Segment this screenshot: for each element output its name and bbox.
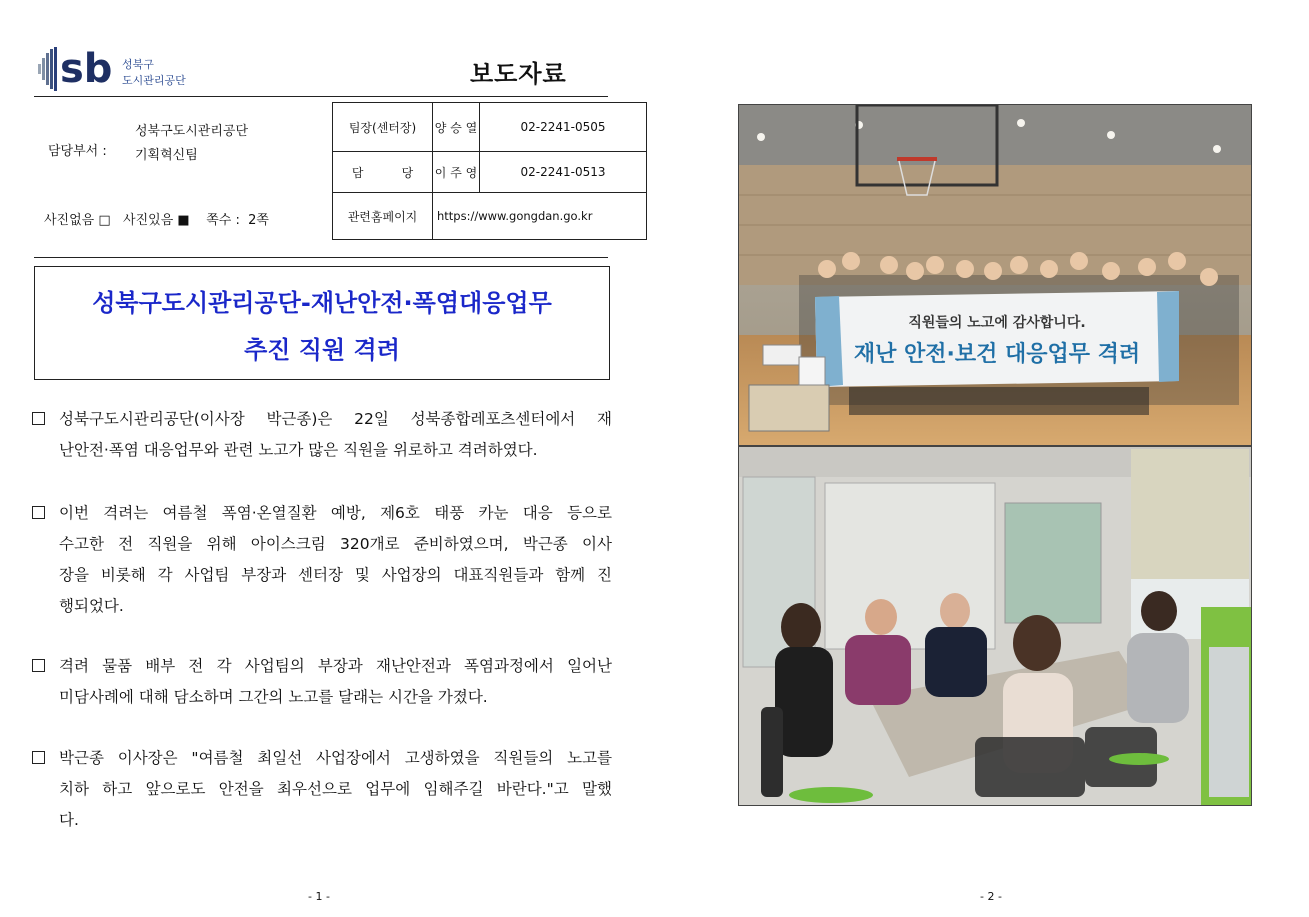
paragraph-line: 이번 격려는 여름철 폭염·온열질환 예방, 제6호 태풍 카눈 대응 등으로 — [59, 504, 612, 522]
contact-role: 담 당 — [333, 152, 433, 193]
photo-and-pages-line: 사진없음 □ 사진있음 ■ 쪽수 : 2쪽 — [44, 213, 269, 228]
paragraph-line: 격려 물품 배부 전 각 사업팀의 부장과 재난안전과 폭염과정에서 일어난 — [59, 657, 612, 675]
paragraph-line: 성북구도시관리공단(이사장 박근종)은 22일 성북종합레포츠센터에서 재 — [59, 410, 612, 428]
logo-text-line2: 도시관리공단 — [122, 74, 186, 87]
checkbox-bullet-icon — [32, 659, 45, 672]
svg-text:sb: sb — [60, 46, 113, 92]
paragraph-line: 난안전·폭염 대응업무와 관련 노고가 많은 직원을 위로하고 격려하였다. — [59, 441, 538, 459]
body-paragraph — [32, 498, 612, 622]
body-paragraph — [32, 743, 612, 836]
page-number: - 1 - — [308, 890, 330, 903]
department-name: 성북구도시관리공단 — [135, 124, 249, 139]
contact-name: 이 주 영 — [433, 152, 480, 193]
contact-row — [333, 193, 647, 240]
contact-phone: 02-2241-0513 — [480, 152, 647, 193]
logo-text-line1: 성북구 — [122, 58, 154, 71]
contact-role: 팀장(센터장) — [333, 103, 433, 152]
contact-row — [333, 152, 647, 193]
group-photo — [738, 104, 1252, 446]
body-paragraph — [32, 651, 612, 713]
banner-line1: 직원들의 노고에 감사합니다. — [908, 315, 1086, 331]
paragraph-line: 치하 하고 앞으로도 안전을 최우선으로 업무에 임해주길 바란다."고 말했 — [59, 780, 612, 798]
headline-line2: 추진 직원 격려 — [244, 336, 400, 364]
contact-name: 양 승 열 — [433, 103, 480, 152]
homepage-url[interactable]: https://www.gongdan.go.kr — [433, 193, 647, 240]
team-name: 기획혁신팀 — [135, 148, 198, 163]
checkbox-bullet-icon — [32, 751, 45, 764]
contact-phone: 02-2241-0505 — [480, 103, 647, 152]
checkbox-bullet-icon — [32, 412, 45, 425]
document-type-heading: 보도자료 — [470, 60, 567, 88]
department-label: 담당부서 : — [48, 144, 107, 159]
body-paragraph — [32, 404, 612, 466]
meeting-photo — [738, 446, 1252, 806]
headline-line1: 성북구도시관리공단-재난안전·폭염대응업무 — [92, 289, 552, 317]
paragraph-line: 미담사례에 대해 담소하며 그간의 노고를 달래는 시간을 가졌다. — [59, 688, 488, 706]
checkbox-bullet-icon — [32, 506, 45, 519]
paragraph-line: 행되었다. — [59, 597, 124, 615]
paragraph-line: 장을 비롯해 각 사업팀 부장과 센터장 및 사업장의 대표직원들과 함께 진 — [59, 566, 612, 584]
banner-line2: 재난 안전·보건 대응업무 격려 — [853, 342, 1141, 367]
contact-role: 관련홈페이지 — [333, 193, 433, 240]
contact-table — [332, 102, 647, 240]
page-number: - 2 - — [980, 890, 1002, 903]
paragraph-line: 수고한 전 직원을 위해 아이스크림 320개로 준비하였으며, 박근종 이사 — [59, 535, 612, 553]
info-divider — [34, 257, 608, 258]
paragraph-line: 박근종 이사장은 "여름철 최일선 사업장에서 고생하였을 직원들의 노고를 — [59, 749, 612, 767]
paragraph-line: 다. — [59, 811, 79, 829]
contact-row — [333, 103, 647, 152]
header-divider — [34, 96, 608, 97]
